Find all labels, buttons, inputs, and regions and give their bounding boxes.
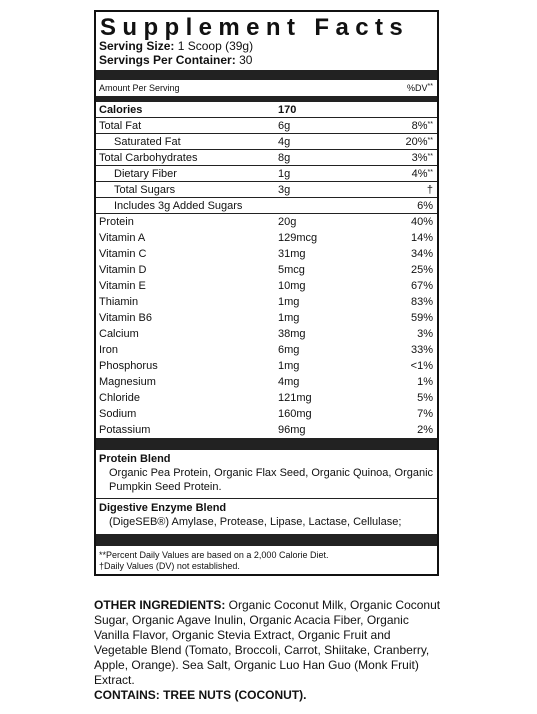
dv-value: 83% (410, 296, 433, 308)
nutrient-amount: 1g (278, 168, 291, 180)
dv-value: 6% (417, 200, 433, 212)
nutrient-row (96, 150, 437, 166)
nutrient-row (96, 326, 437, 342)
nutrient-name: Protein (99, 216, 134, 228)
footnotes (96, 546, 437, 574)
nutrient-row (96, 342, 437, 358)
supplement-facts-panel (94, 10, 439, 576)
nutrient-name: Sodium (99, 408, 137, 420)
nutrient-row (96, 214, 437, 230)
dv-value: 33% (410, 344, 433, 356)
other-ingredients-label: OTHER INGREDIENTS: (94, 598, 226, 612)
nutrient-row (96, 198, 437, 214)
nutrient-row (96, 134, 437, 150)
dv-value: 3% (411, 152, 428, 164)
thick-divider (96, 534, 437, 546)
dv-value: 2% (417, 424, 433, 436)
protein-blend-text: Organic Pea Protein, Organic Flax Seed, Organic Quinoa, Organic Pumpkin Seed Protein. (109, 467, 434, 493)
nutrient-name: Vitamin A (99, 232, 146, 244)
nutrient-amount: 6mg (278, 344, 300, 356)
nutrient-dv (411, 230, 433, 246)
dv-value: 1% (417, 376, 433, 388)
nutrient-dv (417, 406, 433, 422)
nutrient-name: Dietary Fiber (114, 168, 177, 180)
dv-value: 25% (410, 264, 433, 276)
nutrient-dv (411, 262, 433, 278)
nutrient-amount: 129mcg (278, 232, 318, 244)
nutrient-name: Total Carbohydrates (99, 152, 198, 164)
servings-per-container (96, 53, 437, 70)
dv-value: 67% (410, 280, 433, 292)
nutrient-row (96, 118, 437, 134)
nutrient-name: Iron (99, 344, 118, 356)
dv-value: 8% (411, 120, 428, 132)
nutrient-row (96, 262, 437, 278)
nutrient-amount: 31mg (278, 248, 306, 260)
nutrient-row (96, 310, 437, 326)
other-ingredients-text: Organic Coconut Milk, Organic Coconut Sugar, Organic Agave Inulin, Organic Acacia Fiber, Organic Vanilla Flavor, Organic Stevia Extract, Organic Fruit and Vegetable Blend (Tomato, Broccoli, Carrot, Shiitake, Cranberry, Apple, Orange). Sea Salt, Organic Luo Han Guo (Monk Fruit) Extract. (94, 598, 441, 687)
nutrient-amount: 121mg (278, 392, 312, 404)
dv-footnote-mark: ** (427, 153, 433, 160)
nutrient-amount: 5mcg (278, 264, 305, 276)
nutrient-row (96, 246, 437, 262)
calories-row (96, 102, 437, 118)
nutrient-amount: 3g (278, 184, 291, 196)
nutrient-row (96, 374, 437, 390)
other-ingredients (94, 598, 444, 703)
dv-header: %DV** (407, 83, 433, 93)
nutrient-name: Thiamin (99, 296, 139, 308)
nutrient-dv (406, 134, 433, 150)
serving-size (96, 39, 437, 53)
dv-value: 4% (411, 168, 428, 180)
nutrient-amount: 10mg (278, 280, 306, 292)
nutrient-amount: 4mg (278, 376, 300, 388)
nutrient-amount: 96mg (278, 424, 306, 436)
dv-value: 5% (417, 392, 433, 404)
nutrient-dv (417, 422, 433, 438)
nutrient-name: Total Fat (99, 120, 142, 132)
nutrient-dv (411, 246, 433, 262)
nutrient-dv (411, 294, 433, 310)
dv-footnote-mark: ** (427, 121, 433, 128)
nutrient-row (96, 294, 437, 310)
dv-value: 7% (417, 408, 433, 420)
nutrient-dv (412, 118, 433, 134)
calories-label: Calories (99, 104, 143, 116)
nutrient-name: Magnesium (99, 376, 156, 388)
footnote-not-established: †Daily Values (DV) not established. (99, 561, 240, 571)
nutrient-dv (417, 326, 433, 342)
dv-value: 40% (410, 216, 433, 228)
nutrient-amount: 1mg (278, 296, 300, 308)
enzyme-blend-text: (DigeSEB®) Amylase, Protease, Lipase, Lactase, Cellulase; (109, 516, 402, 528)
nutrient-dv (411, 214, 433, 230)
nutrient-dv (417, 390, 433, 406)
dv-value: † (426, 184, 433, 196)
nutrient-name: Calcium (99, 328, 139, 340)
dv-value: 34% (410, 248, 433, 260)
nutrient-name: Total Sugars (114, 184, 176, 196)
serving-size-label: Serving Size: (99, 39, 175, 53)
nutrient-dv (411, 310, 433, 326)
nutrient-name: Chloride (99, 392, 140, 404)
nutrient-row (96, 182, 437, 198)
dv-value: <1% (410, 360, 433, 372)
dv-value: 20% (405, 136, 428, 148)
nutrient-amount: 8g (278, 152, 291, 164)
nutrient-dv (417, 374, 433, 390)
nutrient-dv (417, 198, 433, 214)
nutrient-row (96, 422, 437, 438)
nutrient-row (96, 406, 437, 422)
serving-size-value: 1 Scoop (39g) (177, 39, 254, 53)
nutrient-amount: 4g (278, 136, 291, 148)
nutrient-dv (411, 358, 433, 374)
enzyme-blend-title: Digestive Enzyme Blend (99, 502, 227, 514)
nutrient-dv (411, 278, 433, 294)
protein-blend-title: Protein Blend (99, 453, 171, 465)
nutrient-rows (96, 214, 437, 438)
nutrient-dv (427, 182, 433, 198)
nutrient-amount: 6g (278, 120, 291, 132)
dv-footnote-mark: ** (427, 169, 433, 176)
amount-per-serving-label: Amount Per Serving (99, 83, 180, 93)
dv-value: 59% (410, 312, 433, 324)
nutrient-name: Vitamin B6 (99, 312, 152, 324)
nutrient-name: Saturated Fat (114, 136, 181, 148)
nutrient-row (96, 390, 437, 406)
nutrient-name: Includes 3g Added Sugars (114, 200, 243, 212)
macro-rows (96, 118, 437, 214)
nutrient-amount: 20g (278, 216, 297, 228)
calories-amount: 170 (278, 104, 297, 116)
nutrient-name: Phosphorus (99, 360, 158, 372)
panel-title: Supplement Facts (100, 14, 410, 41)
nutrient-row (96, 166, 437, 182)
nutrient-name: Potassium (99, 424, 151, 436)
nutrient-row (96, 358, 437, 374)
thick-divider (96, 70, 437, 80)
dv-footnote-mark: ** (427, 137, 433, 144)
thick-divider (96, 438, 437, 450)
nutrient-name: Vitamin E (99, 280, 146, 292)
nutrient-name: Vitamin D (99, 264, 147, 276)
protein-blend (96, 450, 437, 499)
nutrient-amount: 1mg (278, 312, 300, 324)
amount-header-row (96, 80, 437, 97)
nutrient-name: Vitamin C (99, 248, 147, 260)
nutrient-dv (411, 342, 433, 358)
enzyme-blend (96, 499, 437, 534)
nutrient-row (96, 230, 437, 246)
allergen-statement: CONTAINS: TREE NUTS (COCONUT). (94, 688, 307, 702)
nutrient-dv (412, 166, 433, 182)
footnote-dv: **Percent Daily Values are based on a 2,000 Calorie Diet. (99, 550, 329, 560)
nutrient-row (96, 278, 437, 294)
nutrient-amount: 1mg (278, 360, 300, 372)
nutrient-amount: 38mg (278, 328, 306, 340)
dv-value: 14% (410, 232, 433, 244)
nutrient-amount: 160mg (278, 408, 312, 420)
nutrient-dv (412, 150, 433, 166)
servings-per-container-label: Servings Per Container: (99, 53, 236, 67)
dv-value: 3% (417, 328, 433, 340)
servings-per-container-value: 30 (239, 53, 253, 67)
